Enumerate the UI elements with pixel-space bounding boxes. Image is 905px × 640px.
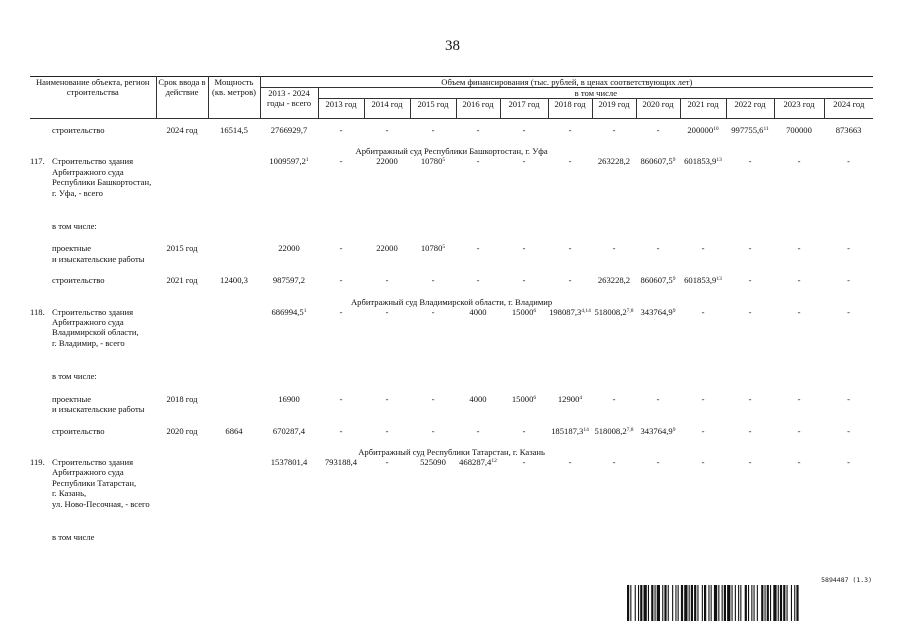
- object-name: строительство: [52, 275, 105, 286]
- subsection-label: в том числе: [52, 531, 95, 542]
- capacity: [208, 394, 260, 426]
- year-value: -: [568, 156, 572, 167]
- item-number: 118.: [30, 306, 45, 317]
- header-name: Наименование объекта, регион строительства: [30, 77, 156, 119]
- year-value: -: [701, 306, 705, 317]
- header-year: 2014 год: [364, 99, 410, 119]
- barcode-bar: [702, 585, 703, 621]
- table-row: [30, 426, 873, 447]
- capacity: [208, 156, 260, 209]
- total-value: 686994,5$^1$: [271, 306, 307, 317]
- year-value: -: [656, 393, 660, 404]
- year-value: 10780$^5$: [420, 156, 446, 167]
- table-row: [30, 156, 873, 209]
- header-year: 2013 год: [318, 99, 364, 119]
- header-year: 2018 год: [548, 99, 592, 119]
- barcode-bar: [724, 585, 726, 621]
- barcode-bar: [751, 585, 752, 621]
- year-value: -: [522, 425, 526, 436]
- barcode-bar: [644, 585, 647, 621]
- barcode: [627, 576, 872, 622]
- year-value: 793188,4: [324, 456, 358, 467]
- table-row: [30, 394, 873, 426]
- header-year: 2021 год: [680, 99, 726, 119]
- barcode-bar: [757, 585, 758, 621]
- barcode-bar: [740, 585, 741, 621]
- year-value: -: [847, 306, 851, 317]
- total-value: 22000: [278, 243, 300, 254]
- barcode-bar: [678, 585, 679, 621]
- barcode-bar: [708, 585, 709, 621]
- barcode-bar: [727, 585, 730, 621]
- year-value: -: [339, 156, 343, 167]
- header-year: 2020 год: [636, 99, 680, 119]
- barcode-bar: [735, 585, 736, 621]
- year-value: -: [385, 393, 389, 404]
- total-value: 1009597,2$^1$: [269, 156, 309, 167]
- year-value: 198087,3$^{4,14}$: [549, 306, 591, 317]
- barcode-bar: [672, 585, 673, 621]
- year-value: -: [847, 243, 851, 254]
- year-value: 263228,2: [597, 156, 631, 167]
- year-value: -: [797, 425, 801, 436]
- commissioning-term: [156, 156, 208, 209]
- year-value: -: [797, 275, 801, 286]
- commissioning-term: 2020 год: [166, 425, 198, 436]
- barcode-bar: [714, 585, 717, 621]
- year-value: -: [522, 275, 526, 286]
- commissioning-term: [156, 307, 208, 360]
- year-value: -: [701, 425, 705, 436]
- barcode-bar: [796, 585, 798, 621]
- year-value: -: [797, 156, 801, 167]
- year-value: -: [847, 456, 851, 467]
- year-value: 15000$^6$: [511, 393, 537, 404]
- barcode-bar: [767, 585, 769, 621]
- year-value: -: [656, 456, 660, 467]
- barcode-bar: [635, 585, 636, 621]
- year-value: -: [522, 156, 526, 167]
- barcode-bar: [770, 585, 771, 621]
- subsection-label: в том числе:: [52, 371, 97, 382]
- year-value: 343764,9$^9$: [640, 306, 676, 317]
- year-value: -: [847, 425, 851, 436]
- object-name: проектные и изыскательские работы: [52, 393, 145, 415]
- year-value: -: [476, 125, 480, 135]
- barcode-bar: [691, 585, 693, 621]
- subsection-label-row: [30, 359, 873, 393]
- year-value: -: [522, 243, 526, 254]
- year-value: -: [568, 125, 572, 135]
- year-value: -: [339, 425, 343, 436]
- year-value: -: [339, 306, 343, 317]
- year-value: -: [748, 306, 752, 317]
- barcode-bar: [745, 585, 747, 621]
- year-value: -: [522, 125, 526, 135]
- barcode-bar: [627, 585, 629, 621]
- barcode-bar: [630, 585, 631, 621]
- year-value: -: [431, 275, 435, 286]
- barcode-bar: [722, 585, 723, 621]
- total-value: 987597,2: [272, 275, 306, 286]
- barcode-bar: [638, 585, 639, 621]
- barcode-bar: [651, 585, 653, 621]
- year-value: -: [701, 243, 705, 254]
- year-value: -: [339, 275, 343, 286]
- year-value: -: [847, 156, 851, 167]
- year-value: -: [385, 306, 389, 317]
- item-number: [30, 394, 52, 426]
- object-name: строительство: [52, 425, 105, 436]
- header-year: 2016 год: [456, 99, 500, 119]
- year-value: 200000$^{10}$: [687, 125, 719, 135]
- capacity: 16514,5: [220, 125, 248, 135]
- capacity: [208, 307, 260, 360]
- year-value: -: [476, 156, 480, 167]
- financing-table: [30, 76, 873, 554]
- item-number: [30, 125, 52, 146]
- year-value: -: [431, 125, 435, 135]
- barcode-bar: [648, 585, 649, 621]
- barcode-bar: [773, 585, 776, 621]
- year-value: 22000: [376, 156, 398, 167]
- subsection-label-row: [30, 520, 873, 554]
- year-value: -: [656, 243, 660, 254]
- barcode-bar: [718, 585, 719, 621]
- total-value: 1537801,4: [270, 456, 308, 467]
- year-value: -: [568, 275, 572, 286]
- year-value: -: [656, 125, 660, 135]
- year-value: -: [431, 306, 435, 317]
- barcode-bar: [787, 585, 788, 621]
- year-value: 15000$^6$: [511, 306, 537, 317]
- year-value: -: [339, 393, 343, 404]
- year-value: -: [339, 125, 343, 135]
- year-value: 860607,5$^9$: [640, 275, 676, 286]
- year-value: -: [847, 393, 851, 404]
- total-value: 16900: [278, 393, 300, 404]
- region-title: Арбитражный суд Владимирской области, г. Владимир: [350, 296, 553, 307]
- year-value: -: [847, 275, 851, 286]
- year-value: -: [385, 125, 389, 135]
- header-year: 2023 год: [774, 99, 824, 119]
- year-value: 525090: [420, 456, 446, 467]
- year-value: 185187,3$^{14}$: [551, 425, 589, 436]
- year-value: 4000: [469, 393, 487, 404]
- item-number: [30, 243, 52, 275]
- header-year: 2024 год: [824, 99, 873, 119]
- barcode-bar: [662, 585, 663, 621]
- barcode-bar: [684, 585, 687, 621]
- barcode-bar: [783, 585, 785, 621]
- barcode-bar: [765, 585, 766, 621]
- year-value: -: [476, 275, 480, 286]
- barcode-number: 5894487 (1.3): [821, 576, 872, 584]
- year-value: 601853,9$^{13}$: [684, 275, 722, 286]
- region-title: Арбитражный суд Республики Башкортостан, г. Уфа: [355, 146, 548, 157]
- object-name: строительство: [52, 125, 105, 135]
- year-value: -: [476, 243, 480, 254]
- object-name: Строительство здания Арбитражного суда Республики Татарстан, г. Казань, ул. Ново-Песочная, - всего: [52, 456, 150, 509]
- year-value: 12900$^4$: [557, 393, 583, 404]
- barcode-bar: [657, 585, 660, 621]
- commissioning-term: 2021 год: [166, 275, 198, 286]
- capacity: [208, 243, 260, 275]
- year-value: 10780$^5$: [420, 243, 446, 254]
- barcode-bar: [791, 585, 792, 621]
- commissioning-term: 2024 год: [166, 125, 198, 135]
- year-value: 518008,2$^{7,8}$: [594, 425, 634, 436]
- year-value: -: [431, 425, 435, 436]
- year-value: -: [612, 456, 616, 467]
- object-name: Строительство здания Арбитражного суда Владимирской области, г. Владимир, - всего: [52, 306, 139, 348]
- year-value: -: [476, 425, 480, 436]
- barcode-bar: [697, 585, 698, 621]
- year-value: -: [748, 243, 752, 254]
- year-value: 343764,9$^9$: [640, 425, 676, 436]
- year-value: 860607,5$^9$: [640, 156, 676, 167]
- barcode-bar: [655, 585, 656, 621]
- year-value: 700000: [786, 125, 812, 135]
- year-value: -: [748, 275, 752, 286]
- year-value: 518008,2$^{7,8}$: [594, 306, 634, 317]
- barcode-bar: [675, 585, 676, 621]
- item-number: [30, 426, 52, 447]
- year-value: -: [385, 425, 389, 436]
- year-value: -: [797, 456, 801, 467]
- barcode-bar: [668, 585, 669, 621]
- total-value: 670287,4: [272, 425, 306, 436]
- capacity: [208, 457, 260, 520]
- table-row: [30, 275, 873, 296]
- total-value: 2766929,7: [270, 125, 308, 135]
- year-value: -: [748, 156, 752, 167]
- year-value: 263228,2: [597, 275, 631, 286]
- year-value: -: [797, 393, 801, 404]
- barcode-bar: [664, 585, 666, 621]
- table-row: [30, 307, 873, 360]
- commissioning-term: 2015 год: [166, 243, 198, 254]
- table-row: [30, 125, 873, 146]
- header-year: 2017 год: [500, 99, 548, 119]
- barcode-bars: [627, 585, 872, 621]
- barcode-bar: [694, 585, 696, 621]
- region-row: [30, 447, 873, 457]
- region-row: [30, 297, 873, 307]
- capacity: 6864: [225, 425, 243, 436]
- year-value: 468287,4$^{12}$: [459, 456, 497, 467]
- year-value: -: [385, 275, 389, 286]
- year-value: -: [701, 393, 705, 404]
- commissioning-term: 2018 год: [166, 393, 198, 404]
- barcode-bar: [748, 585, 749, 621]
- barcode-bar: [711, 585, 712, 621]
- header-year: 2022 год: [726, 99, 774, 119]
- barcode-bar: [780, 585, 782, 621]
- object-name: проектные и изыскательские работы: [52, 243, 145, 264]
- subsection-label-row: [30, 209, 873, 243]
- year-value: -: [797, 306, 801, 317]
- barcode-bar: [754, 585, 755, 621]
- header-year: 2015 год: [410, 99, 456, 119]
- barcode-bar: [689, 585, 690, 621]
- year-value: -: [748, 425, 752, 436]
- year-value: -: [748, 393, 752, 404]
- year-value: -: [431, 393, 435, 404]
- year-value: -: [522, 456, 526, 467]
- barcode-bar: [794, 585, 795, 621]
- year-value: -: [612, 125, 616, 135]
- commissioning-term: [156, 457, 208, 520]
- year-value: -: [612, 243, 616, 254]
- year-value: 22000: [376, 243, 398, 254]
- header-term: Срок ввода в действие: [156, 77, 208, 119]
- year-value: 997755,6$^{11}$: [731, 125, 769, 135]
- header-capacity: Мощность (кв. метров): [208, 77, 260, 119]
- barcode-bar: [778, 585, 779, 621]
- year-value: -: [748, 456, 752, 467]
- year-value: -: [568, 456, 572, 467]
- barcode-bar: [704, 585, 706, 621]
- year-value: -: [385, 456, 389, 467]
- barcode-bar: [681, 585, 683, 621]
- year-value: -: [568, 243, 572, 254]
- object-name: Строительство здания Арбитражного суда Республики Башкортостан, г. Уфа, - всего: [52, 156, 152, 198]
- item-number: 117.: [30, 156, 45, 167]
- year-value: -: [612, 393, 616, 404]
- barcode-bar: [761, 585, 763, 621]
- header-financing: Объем финансирования (тыс. рублей, в ценах соответствующих лет): [260, 77, 873, 88]
- year-value: 873663: [835, 125, 862, 135]
- year-value: -: [797, 243, 801, 254]
- item-number: 119.: [30, 456, 45, 467]
- header-including: в том числе: [318, 88, 873, 99]
- year-value: -: [701, 456, 705, 467]
- item-number: [30, 275, 52, 296]
- header-total: 2013 - 2024 годы - всего: [260, 88, 318, 119]
- subsection-label: в том числе:: [52, 221, 97, 232]
- region-title: Арбитражный суд Республики Татарстан, г. Казань: [358, 446, 545, 457]
- capacity: 12400,3: [220, 275, 248, 286]
- barcode-bar: [640, 585, 642, 621]
- header-year: 2019 год: [592, 99, 636, 119]
- barcode-bar: [738, 585, 739, 621]
- year-value: 601853,9$^{13}$: [684, 156, 722, 167]
- region-row: [30, 146, 873, 156]
- year-value: 4000: [469, 306, 487, 317]
- year-value: -: [339, 243, 343, 254]
- table-row: [30, 243, 873, 275]
- barcode-bar: [732, 585, 733, 621]
- table-row: [30, 457, 873, 520]
- page-number: 38: [445, 38, 460, 54]
